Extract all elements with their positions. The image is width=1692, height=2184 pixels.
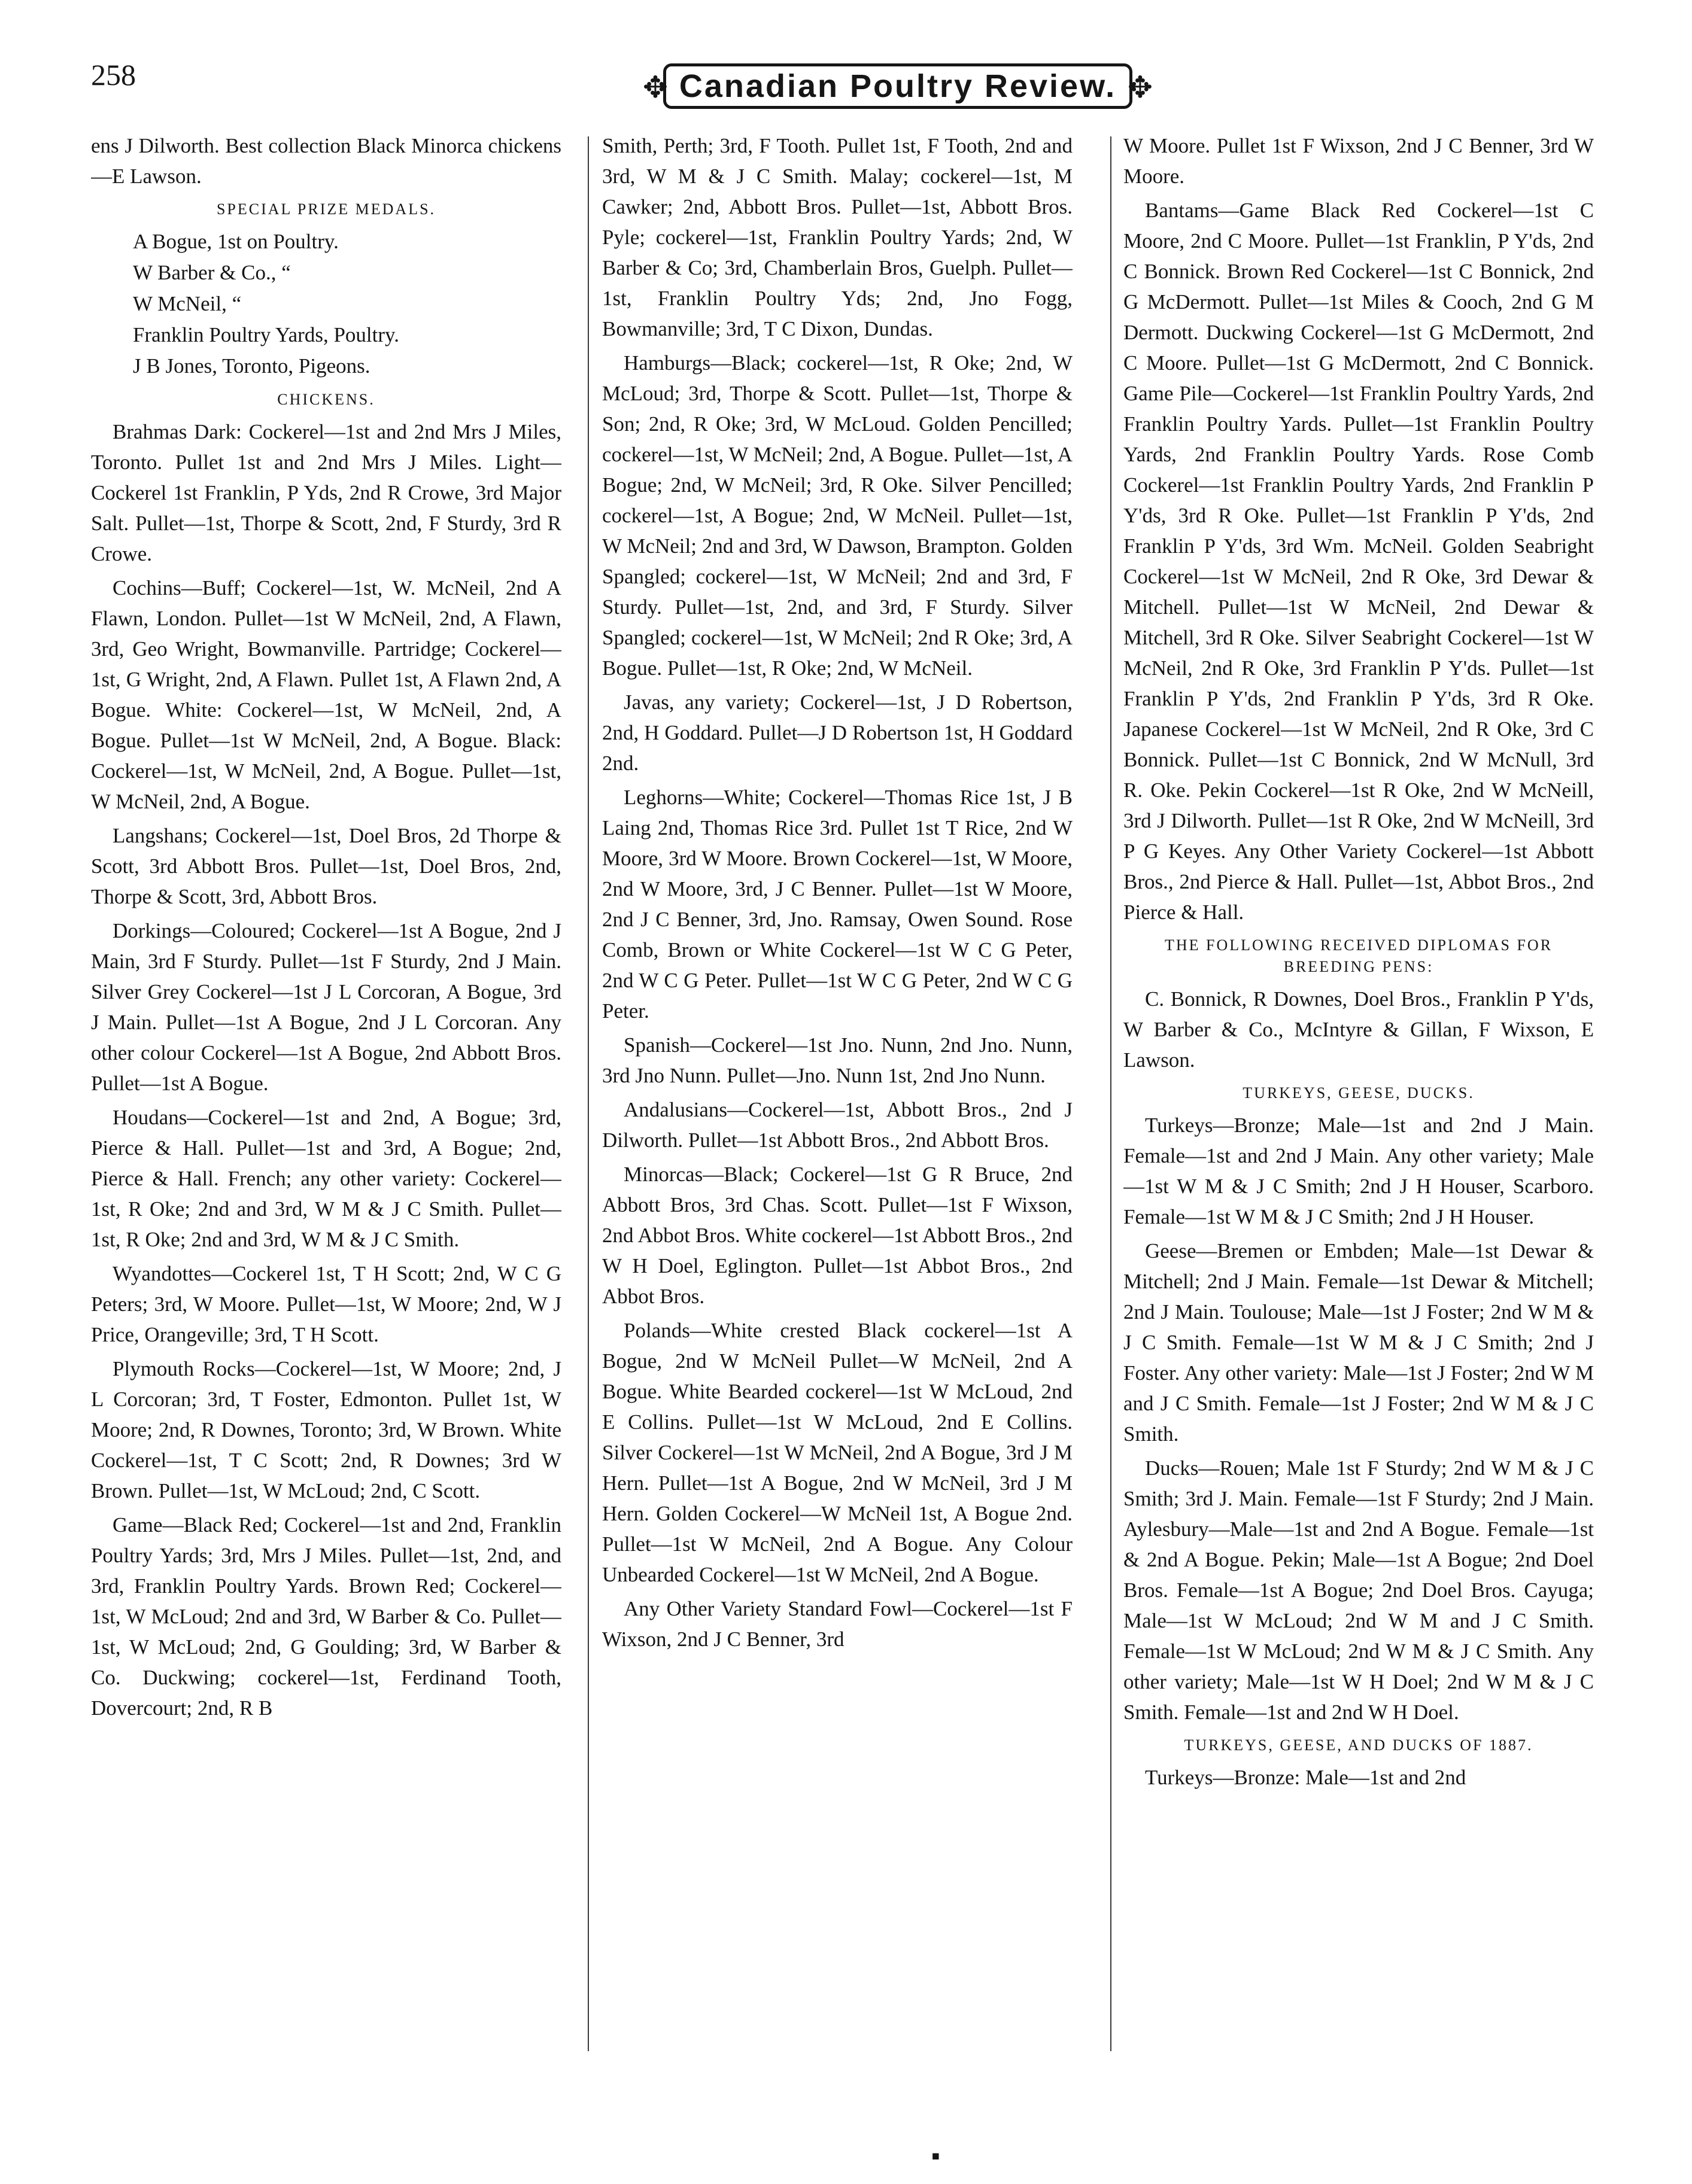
results-paragraph: Wyandottes—Cockerel 1st, T H Scott; 2nd, W C G Peters; 3rd, W Moore. Pullet—1st, W Moore; 2nd, W J Price, Orangeville; 3rd, T H Scott. [91,1262,561,1346]
section-heading: TURKEYS, GEESE, DUCKS. [1243,1084,1475,1102]
masthead-title: Canadian Poultry Review. [663,63,1132,109]
results-paragraph: Javas, any variety; Cockerel—1st, J D Robertson, 2nd, H Goddard. Pullet—J D Robertson 1st, H Goddard 2nd. [602,691,1073,775]
results-paragraph: Any Other Variety Standard Fowl—Cockerel—1st F Wixson, 2nd J C Benner, 3rd [602,1597,1073,1651]
medal-entry: W Barber & Co., “ [133,261,291,284]
results-paragraph: Polands—White crested Black cockerel—1st A Bogue, 2nd W McNeil Pullet—W McNeil, 2nd A Bogue. White Bearded cockerel—1st W McLoud, 2nd E Collins. Pullet—1st W McLoud, 2nd E Collins. Silver Cockerel—1st W McNeil, 2nd A Bogue, 3rd J M Hern. Pullet—1st A Bogue, 2nd W McNeil, 3rd J M Hern. Golden Cockerel—W McNeil 1st, A Bogue 2nd. Pullet—1st W McNeil, 2nd A Bogue. Any Colour Unbearded Cockerel—1st W McNeil, 2nd A Bogue. [602,1319,1073,1586]
results-paragraph: Langshans; Cockerel—1st, Doel Bros, 2d Thorpe & Scott, 3rd Abbott Bros. Pullet—1st, Doel Bros, 2nd, Thorpe & Scott, 3rd, Abbott Bros. [91,824,561,908]
column-3 [1123,130,1594,2057]
medal-entry: W McNeil, “ [133,292,242,315]
results-paragraph: Bantams—Game Black Red Cockerel—1st C Moore, 2nd C Moore. Pullet—1st Franklin, P Y'ds, 2nd C Bonnick. Brown Red Cockerel—1st C Bonnick, 2nd G McDermott. Pullet—1st Miles & Cooch, 2nd G M Dermott. Duckwing Cockerel—1st G McDermott, 2nd C Moore. Pullet—1st G McDermott, 2nd C Bonnick. Game Pile—Cockerel—1st Franklin Poultry Yards, 2nd Franklin Poultry Yards. Pullet—1st Franklin Poultry Yards, 2nd Franklin Poultry Yards. Rose Comb Cockerel—1st Franklin Poultry Yards, 2nd Franklin P Y'ds, 3rd R Oke. Pullet—1st Franklin P Y'ds, 2nd Franklin P Y'ds, 3rd Wm. McNeil. Golden Seabright Cockerel—1st W McNeil, 2nd R Oke, 3rd Dewar & Mitchell. Pullet—1st W McNeil, 2nd Dewar & Mitchell, 3rd R Oke. Silver Seabright Cockerel—1st W McNeil, 2nd R Oke, 3rd Franklin P Y'ds. Pullet—1st Franklin P Y'ds, 2nd Franklin P Y'ds, 3rd R Oke. Japanese Cockerel—1st W McNeil, 2nd R Oke, 3rd C Bonnick. Pullet—1st C Bonnick, 2nd W McNull, 3rd R. Oke. Pekin Cockerel—1st R Oke, 2nd W McNeill, 3rd J Dilworth. Pullet—1st R Oke, 2nd W McNeill, 3rd P G Keyes. Any Other Variety Cockerel—1st Abbott Bros., 2nd Pierce & Hall. Pullet—1st, Abbot Bros., 2nd Pierce & Hall. [1123,199,1594,924]
page-number: 258 [91,58,136,92]
results-paragraph: Smith, Perth; 3rd, F Tooth. Pullet 1st, F Tooth, 2nd and 3rd, W M & J C Smith. Malay; cockerel—1st, M Cawker; 2nd, Abbott Bros. Pullet—1st, Abbott Bros. Pyle; cockerel—1st, Franklin Poultry Yards; 2nd, W Barber & Co; 3rd, Chamberlain Bros, Guelph. Pullet—1st, Franklin Poultry Yds; 2nd, Jno Fogg, Bowmanville; 3rd, T C Dixon, Dundas. [602,134,1073,340]
results-paragraph: Geese—Bremen or Embden; Male—1st Dewar & Mitchell; 2nd J Main. Female—1st Dewar & Mitchell; 2nd J Main. Toulouse; Male—1st J Foster; 2nd W M & J C Smith. Female—1st W M & J C Smith; 2nd J Foster. Any other variety: Male—1st J Foster; 2nd W M and J C Smith. Female—1st J Foster; 2nd W M & J C Smith. [1123,1239,1594,1446]
results-paragraph: Cochins—Buff; Cockerel—1st, W. McNeil, 2nd A Flawn, London. Pullet—1st W McNeil, 2nd, A Flawn, 3rd, Geo Wright, Bowmanville. Partridge; Cockerel—1st, G Wright, 2nd, A Flawn. Pullet 1st, A Flawn 2nd, A Bogue. White: Cockerel—1st, W McNeil, 2nd, A Bogue. Pullet—1st W McNeil, 2nd, A Bogue. Black: Cockerel—1st, W McNeil, 2nd, A Bogue. Pullet—1st, W McNeil, 2nd, A Bogue. [91,576,561,813]
results-paragraph: Leghorns—White; Cockerel—Thomas Rice 1st, J B Laing 2nd, Thomas Rice 3rd. Pullet 1st T Rice, 2nd W Moore, 3rd W Moore. Brown Cockerel—1st, W Moore, 2nd W Moore, 3rd, J C Benner. Pullet—1st W Moore, 2nd J C Benner, 3rd, Jno. Ramsay, Owen Sound. Rose Comb, Brown or White Cockerel—1st W C G Peter, 2nd W C G Peter. Pullet—1st W C G Peter, 2nd W C G Peter. [602,786,1073,1023]
section-heading: TURKEYS, GEESE, AND DUCKS OF 1887. [1184,1736,1533,1754]
page-header [0,0,1692,126]
results-paragraph: Turkeys—Bronze: Male—1st and 2nd [1145,1766,1466,1789]
results-paragraph: Houdans—Cockerel—1st and 2nd, A Bogue; 3rd, Pierce & Hall. Pullet—1st and 3rd, A Bogue; 2nd, Pierce & Hall. French; any other variety: Cockerel—1st, R Oke; 2nd and 3rd, W M & J C Smith. Pullet—1st, R Oke; 2nd and 3rd, W M & J C Smith. [91,1106,561,1251]
results-paragraph: Brahmas Dark: Cockerel—1st and 2nd Mrs J Miles, Toronto. Pullet 1st and 2nd Mrs J Miles. Light—Cockerel 1st Franklin, P Yds, 2nd R Crowe, 3rd Major Salt. Pullet—1st, Thorpe & Scott, 2nd, F Sturdy, 3rd R Crowe. [91,420,561,565]
results-paragraph: Ducks—Rouen; Male 1st F Sturdy; 2nd W M & J C Smith; 3rd J. Main. Female—1st F Sturdy; 2nd J Main. Aylesbury—Male—1st and 2nd A Bogue. Female—1st & 2nd A Bogue. Pekin; Male—1st A Bogue; 2nd Doel Bros. Female—1st A Bogue; 2nd Doel Bros. Cayuga; Male—1st W McLoud; 2nd W M and J C Smith. Female—1st W McLoud; 2nd W M & J C Smith. Any other variety; Male—1st W H Doel; 2nd W M & J C Smith. Female—1st and 2nd W H Doel. [1123,1456,1594,1724]
section-heading: THE FOLLOWING RECEIVED DIPLOMAS FOR BREEDING PENS: [1164,936,1553,975]
column-rule [588,136,589,2051]
results-paragraph: Minorcas—Black; Cockerel—1st G R Bruce, 2nd Abbott Bros, 3rd Chas. Scott. Pullet—1st F Wixson, 2nd Abbot Bros. White cockerel—1st Abbott Bros., 2nd W H Doel, Eglington. Pullet—1st Abbot Bros., 2nd Abbot Bros. [602,1163,1073,1308]
results-paragraph: Hamburgs—Black; cockerel—1st, R Oke; 2nd, W McLoud; 3rd, Thorpe & Scott. Pullet—1st, Thorpe & Son; 2nd, R Oke; 3rd, W McLoud. Golden Pencilled; cockerel—1st, W McNeil; 2nd, A Bogue. Pullet—1st, A Bogue; 2nd, W McNeil; 3rd, R Oke. Silver Pencilled; cockerel—1st, A Bogue; 2nd, W McNeil. Pullet—1st, W McNeil; 2nd and 3rd, W Dawson, Brampton. Golden Spangled; cockerel—1st, W McNeil; 2nd and 3rd, F Sturdy. Pullet—1st, 2nd, and 3rd, F Sturdy. Silver Spangled; cockerel—1st, W McNeil; 2nd R Oke; 3rd, A Bogue. Pullet—1st, R Oke; 2nd, W McNeil. [602,351,1073,680]
medal-entry: A Bogue, 1st on Poultry. [133,230,339,253]
masthead [622,60,1173,115]
results-paragraph: W Moore. Pullet 1st F Wixson, 2nd J C Benner, 3rd W Moore. [1123,134,1594,188]
results-paragraph: Plymouth Rocks—Cockerel—1st, W Moore; 2nd, J L Corcoran; 3rd, T Foster, Edmonton. Pullet 1st, W Moore; 2nd, R Downes, Toronto; 3rd, W Brown. White Cockerel—1st, T C Scott; 2nd, R Downes; 3rd W Brown. Pullet—1st, W McLoud; 2nd, C Scott. [91,1357,561,1502]
masthead-title-box [679,62,1117,110]
section-heading: CHICKENS. [277,391,375,408]
medal-entry: J B Jones, Toronto, Pigeons. [133,354,370,378]
masthead-ornament-left: ✥ [643,71,668,104]
results-paragraph: Andalusians—Cockerel—1st, Abbott Bros., 2nd J Dilworth. Pullet—1st Abbott Bros., 2nd Abbott Bros. [602,1098,1073,1152]
section-heading: SPECIAL PRIZE MEDALS. [216,200,436,218]
results-paragraph: ens J Dilworth. Best collection Black Minorca chickens—E Lawson. [91,134,561,188]
medal-entry: Franklin Poultry Yards, Poultry. [133,323,400,346]
results-paragraph: C. Bonnick, R Downes, Doel Bros., Franklin P Y'ds, W Barber & Co., McIntyre & Gillan, F Wixson, E Lawson. [1123,987,1594,1072]
footer-mark: ▪ [931,2143,940,2170]
column-2 [602,130,1073,2057]
column-1 [91,130,561,2057]
results-paragraph: Dorkings—Coloured; Cockerel—1st A Bogue, 2nd J Main, 3rd F Sturdy. Pullet—1st F Sturdy, 2nd J Main. Silver Grey Cockerel—1st J L Corcoran, A Bogue, 3rd J Main. Pullet—1st A Bogue, 2nd J L Corcoran. Any other colour Cockerel—1st A Bogue, 2nd Abbott Bros. Pullet—1st A Bogue. [91,919,561,1095]
results-paragraph: Spanish—Cockerel—1st Jno. Nunn, 2nd Jno. Nunn, 3rd Jno Nunn. Pullet—Jno. Nunn 1st, 2nd Jno Nunn. [602,1033,1073,1087]
column-rule [1110,136,1111,2051]
masthead-ornament-right: ✥ [1128,71,1153,104]
results-paragraph: Game—Black Red; Cockerel—1st and 2nd, Franklin Poultry Yards; 3rd, Mrs J Miles. Pullet—1st, 2nd, and 3rd, Franklin Poultry Yards. Brown Red; Cockerel—1st, W McLoud; 2nd and 3rd, W Barber & Co. Pullet—1st, W McLoud; 2nd, G Goulding; 3rd, W Barber & Co. Duckwing; cockerel—1st, Ferdinand Tooth, Dovercourt; 2nd, R B [91,1513,561,1720]
results-paragraph: Turkeys—Bronze; Male—1st and 2nd J Main. Female—1st and 2nd J Main. Any other variety; Male—1st W M & J C Smith; 2nd J H Houser, Scarboro. Female—1st W M & J C Smith; 2nd J H Houser. [1123,1114,1594,1228]
